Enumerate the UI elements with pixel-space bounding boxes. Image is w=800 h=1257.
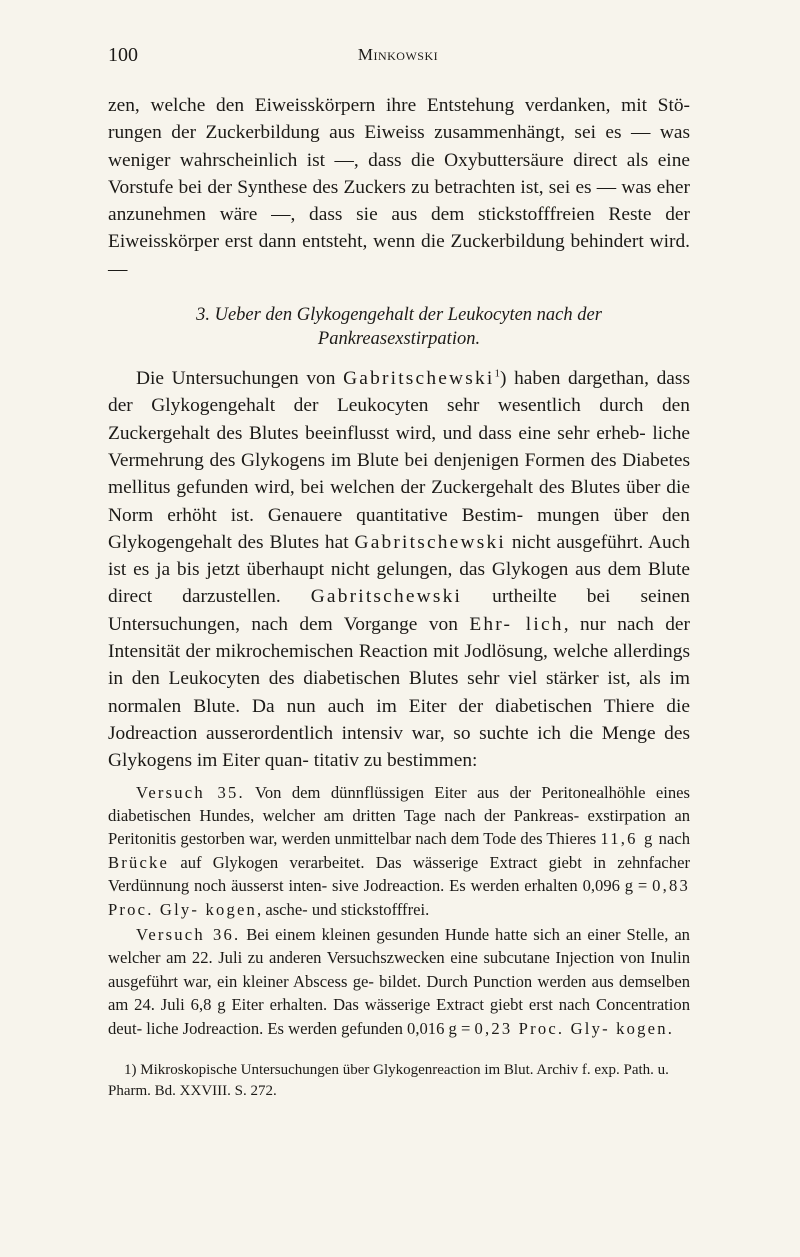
section-heading-line-2: Pankreasexstirpation. — [317, 329, 481, 350]
text-run: auf Glykogen verarbeitet. Das wässerige Extract giebt in zehnfacher Verdünnung noch äusserst inten- sive Jodreaction. Es werden erhalten 0,096 g = — [108, 852, 690, 896]
author-name: Ehr- lich — [469, 613, 564, 635]
text-run: urtheilte bei seinen Untersuchungen, nach dem Vorgange von — [108, 586, 690, 635]
section-heading — [108, 303, 690, 351]
text-run: . — [667, 1018, 672, 1038]
body-text — [108, 92, 690, 1101]
text-run: Die Untersuchungen von — [136, 368, 344, 390]
text-run: , asche- und stickstofffrei. — [257, 899, 430, 919]
author-name: Brücke — [108, 852, 170, 872]
experiment-35 — [108, 781, 690, 921]
paragraph-continuation: zen, welche den Eiweisskörpern ihre Entstehung verdanken, mit Stö- rungen der Zuckerbildung aus Eiweiss zusammenhängt, sei es — was weniger wahrscheinlich ist —, dass die Oxybuttersäure direct als eine Vorstufe bei der Synthese des Zuckers zu betrachten ist, sei es — was eher anzunehmen wäre —, dass sie aus dem stickstofffreien Reste der Eiweisskörper erst dann entsteht, wenn die Zuckerbildung behindert wird. — — [108, 95, 690, 280]
text-run: Von dem dünnflüssigen Eiter aus der Peritonealhöhle eines diabetischen Hundes, welcher am dritten Tage nach der Pankreas- exstirpation an Peritonitis gestorben war, werden unmittelbar nach dem Tode des Thieres — [108, 782, 690, 849]
running-title: Minkowski — [357, 45, 439, 64]
experiment-36 — [108, 923, 690, 1040]
author-name: Gabritschewski — [310, 586, 463, 608]
experiment-label: Versuch 35. — [136, 782, 245, 802]
text-run: nicht ausgeführt. Auch ist es ja bis jetzt überhaupt nicht gelungen, das Glykogen aus dem Blute direct darzustellen. — [108, 531, 690, 608]
footnote: 1) Mikroskopische Untersuchungen über Glykogenreaction im Blut. Archiv f. exp. Path. u. Pharm. Bd. XXVIII. S. 272. — [108, 1062, 669, 1099]
result-value: 0,83 Proc. Gly- kogen — [108, 876, 690, 919]
text-run: Bei einem kleinen gesunden Hunde hatte sich an einer Stelle, an welcher am 22. Juli zu anderen Versuchszwecken eine subcutane Injection von Inulin ausgeführt war, ein kleiner Abscess ge- bildet. Durch Punction werden aus demselben am 24. Juli 6,8 g Eiter erhalten. Das wässerige Extract giebt erst nach Concentration deut- liche Jodreaction. Es werden gefunden 0,016 g = — [108, 924, 690, 1038]
text-run: nach — [654, 829, 690, 849]
page-number: 100 — [108, 44, 138, 66]
experiment-label: Versuch 36. — [136, 924, 241, 944]
text-run: ) haben dargethan, dass der Glykogengehalt der Leukocyten sehr wesentlich durch den Zuckergehalt des Blutes beeinflusst wird, und dass eine sehr erheb- liche Vermehrung des Glykogens im Blute bei denjenigen Formen des Diabetes mellitus gefunden wird, bei welchen der Zuckergehalt des Blutes über die Norm erhöht ist. Genauere quantitative Bestim- mungen über den Glykogengehalt des Blutes hat — [108, 368, 690, 553]
section-heading-line-1: 3. Ueber den Glykogengehalt der Leukocyten nach der — [196, 305, 602, 326]
running-head — [108, 44, 688, 68]
author-name: Gabritschewski — [343, 368, 495, 390]
result-value: 0,23 Proc. Gly- kogen — [474, 1018, 668, 1038]
footnote-mark[interactable]: 1 — [494, 367, 500, 380]
author-name: Gabritschewski — [354, 531, 506, 553]
paragraph-gabritschewski — [108, 365, 690, 774]
text-run: , nur nach der Intensität der mikrochemischen Reaction mit Jodlösung, welche allerdings in den Leukocyten des diabetischen Blutes sehr viel stärker ist, als im normalen Blute. Da nun auch im Eiter der diabetischen Thiere die Jodreaction ausserordentlich intensiv war, so suchte ich die Menge des Glykogens im Eiter quan- titativ zu bestimmen: — [108, 613, 690, 772]
sample-weight: 11,6 g — [600, 829, 655, 849]
